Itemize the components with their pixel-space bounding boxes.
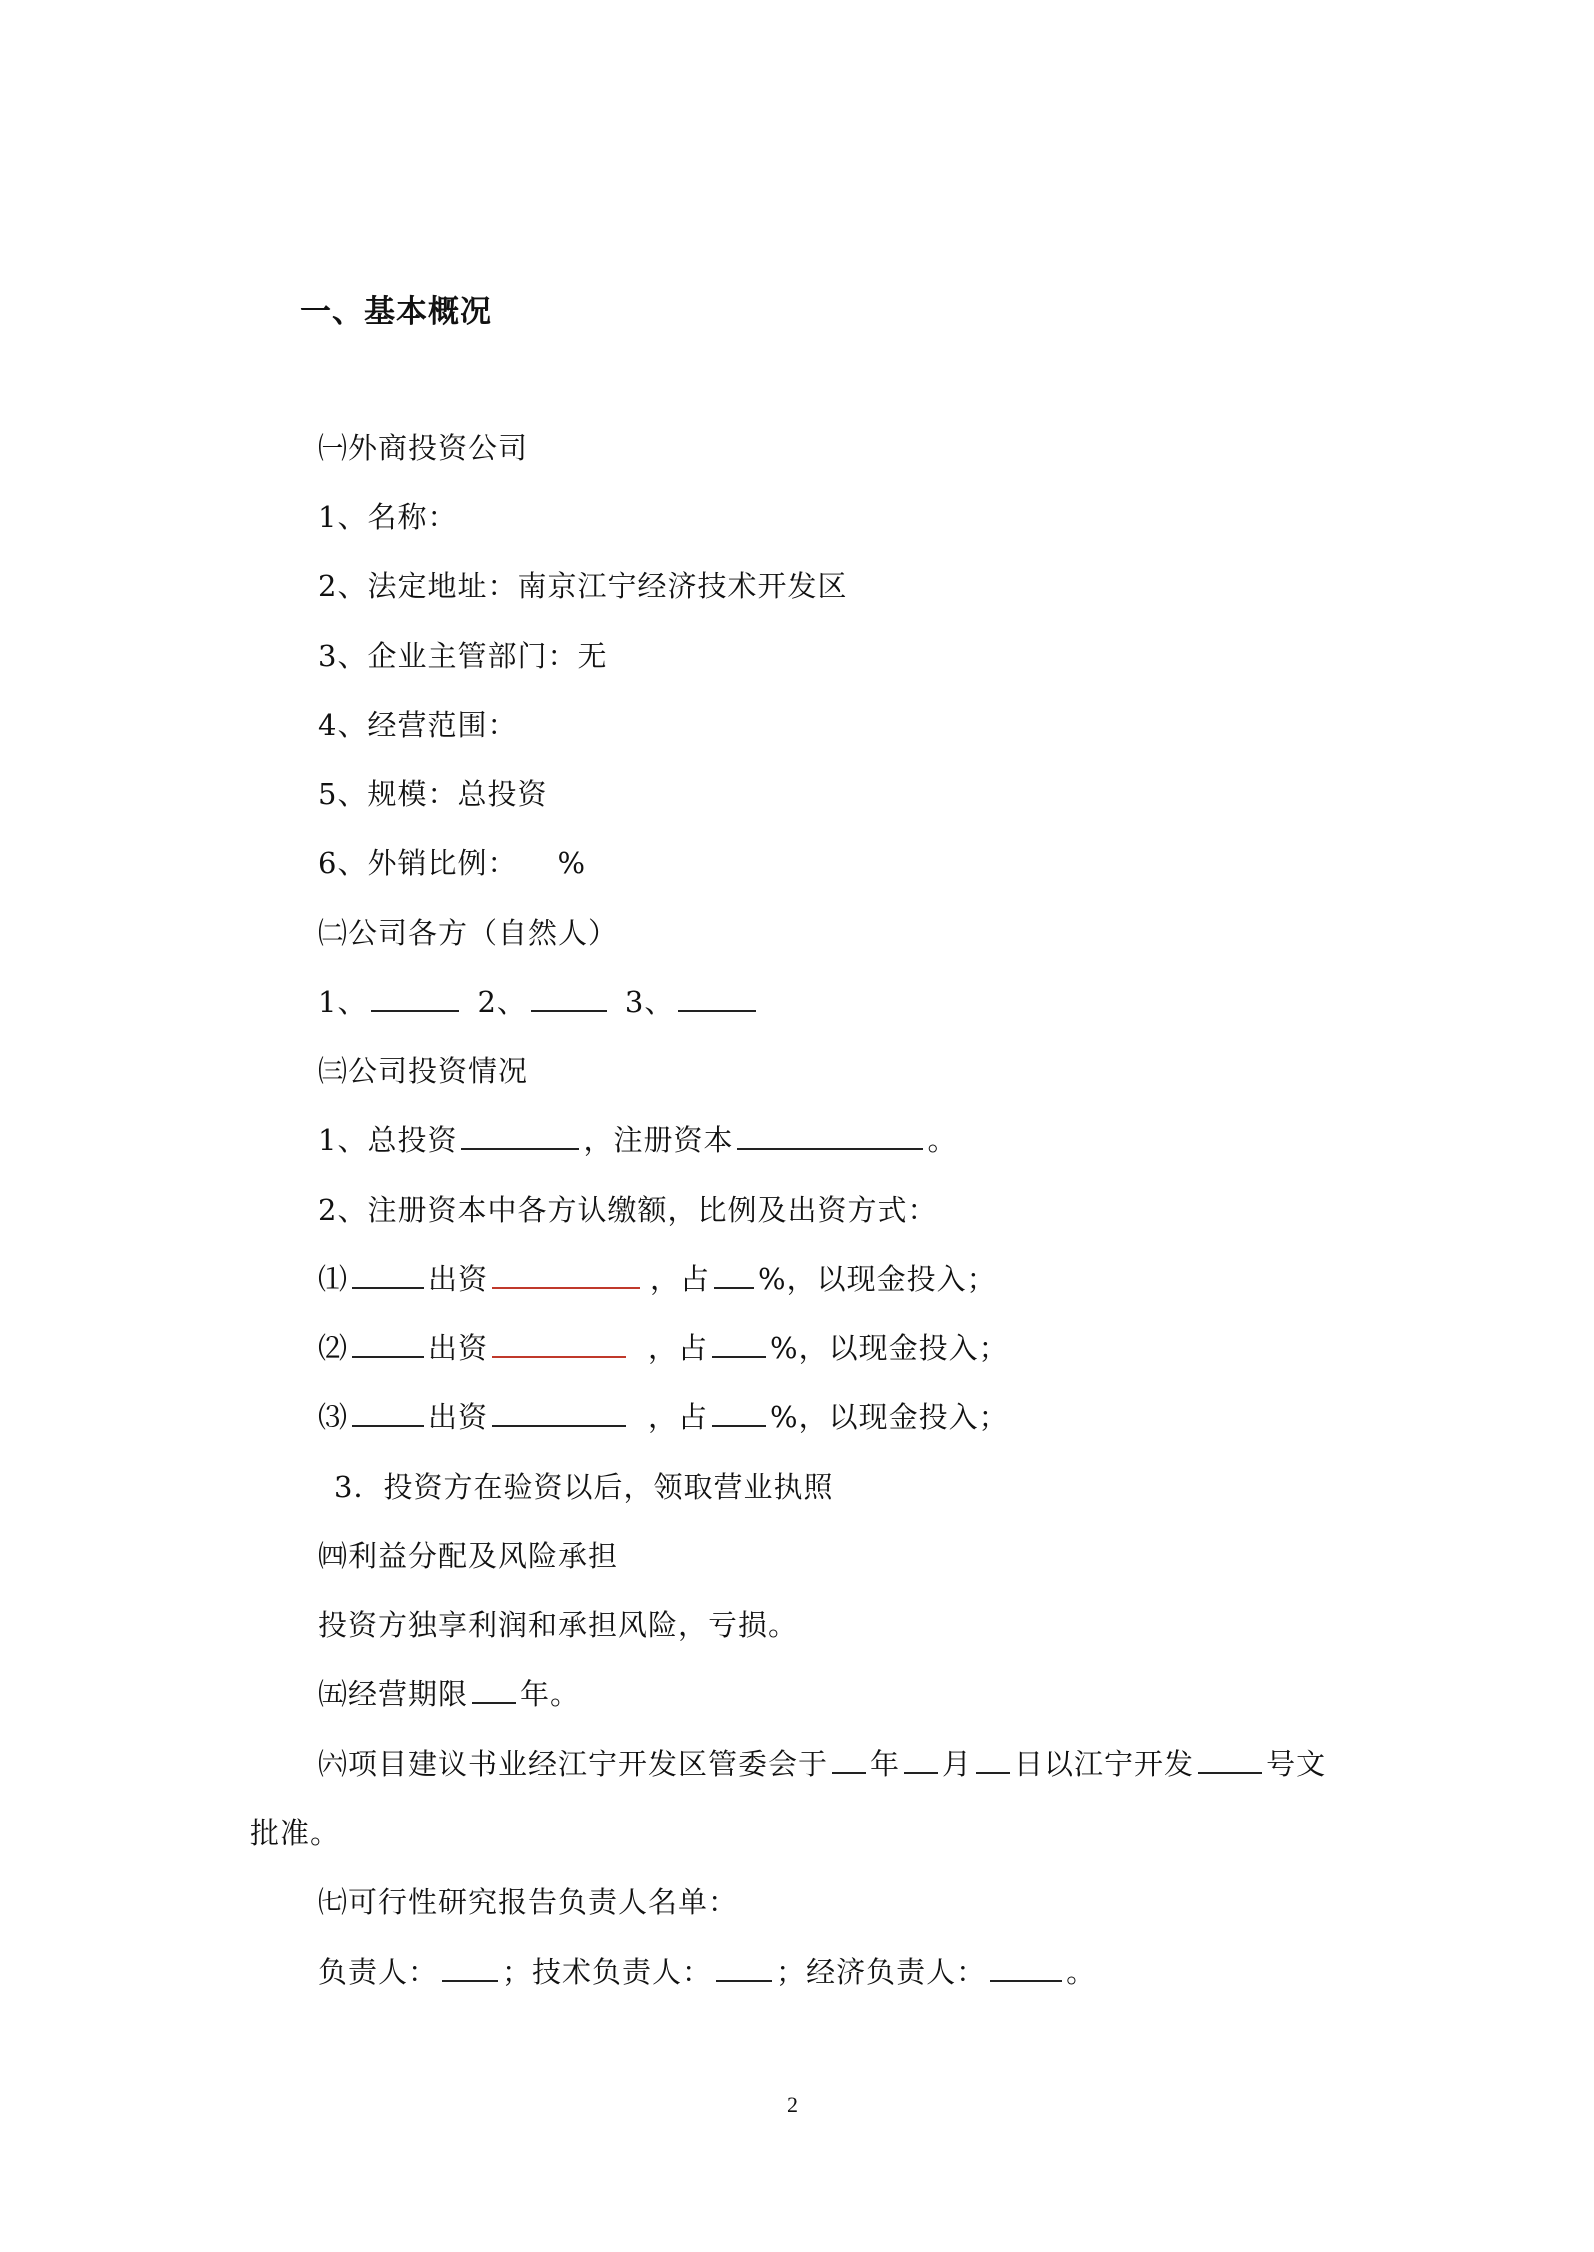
share-contribution-label: 出资 xyxy=(428,1400,489,1434)
party-3-label: 3、 xyxy=(624,985,675,1019)
approval-day-blank xyxy=(976,1744,1010,1774)
approval-end: 批准。 xyxy=(250,1816,341,1850)
registered-capital-label: ，注册资本 xyxy=(583,1123,734,1157)
share-percent-label: ，占 xyxy=(648,1400,709,1434)
share-amount-blank xyxy=(492,1259,640,1289)
share-method: %，以现金投入； xyxy=(770,1331,1009,1365)
share-percent-label: ，占 xyxy=(648,1331,709,1365)
share-party-blank xyxy=(352,1328,424,1358)
share-amount-blank xyxy=(492,1328,626,1358)
page-number: 2 xyxy=(787,2092,798,2117)
approval-line xyxy=(318,1744,1326,1784)
term-line xyxy=(318,1674,580,1714)
parties-line xyxy=(318,982,760,1022)
section-heading: 一、基本概况 xyxy=(300,294,492,330)
sub4-text: 投资方独享利润和承担风险，亏损。 xyxy=(318,1608,799,1642)
share-percent-blank xyxy=(712,1397,766,1427)
approval-day: 日以江宁开发 xyxy=(1014,1747,1195,1781)
tech-lead-label: 技术负责人： xyxy=(532,1955,713,1989)
share-percent-blank xyxy=(712,1328,766,1358)
share-row-number: ⑵ xyxy=(318,1331,349,1365)
investment-line xyxy=(318,1120,957,1160)
share-amount-blank xyxy=(492,1397,626,1427)
license-line: 3．投资方在验资以后，领取营业执照 xyxy=(334,1470,834,1504)
scale-line: 5、规模：总投资 xyxy=(318,777,548,811)
party-1-label: 1、 xyxy=(318,985,368,1019)
term-suffix: 年。 xyxy=(520,1677,581,1711)
lead-label: 负责人： xyxy=(318,1955,439,1989)
party-2-blank xyxy=(531,982,607,1012)
lead-sep: ； xyxy=(502,1955,533,1989)
registered-capital-blank xyxy=(737,1120,923,1150)
export-ratio-percent: % xyxy=(557,846,587,880)
approval-month-blank xyxy=(904,1744,938,1774)
share-contribution-label: 出资 xyxy=(428,1262,489,1296)
sub7-title: ㈦可行性研究报告负责人名单： xyxy=(318,1885,739,1919)
shares-intro-line: 2、注册资本中各方认缴额，比例及出资方式： xyxy=(318,1193,938,1227)
registered-capital-end: 。 xyxy=(927,1123,958,1157)
sub2-title: ㈡公司各方（自然人） xyxy=(318,916,619,950)
share-row xyxy=(318,1397,1009,1437)
approval-doc: 号文 xyxy=(1266,1747,1327,1781)
share-row xyxy=(318,1259,997,1299)
total-investment-blank xyxy=(461,1120,579,1150)
address-line: 2、法定地址：南京江宁经济技术开发区 xyxy=(318,569,848,603)
company-name-line: 1、名称： xyxy=(318,500,458,534)
share-row-number: ⑴ xyxy=(318,1262,349,1296)
share-party-blank xyxy=(352,1259,424,1289)
party-2-label: 2、 xyxy=(477,985,527,1019)
sub4-title: ㈣利益分配及风险承担 xyxy=(318,1539,619,1573)
responsible-line xyxy=(318,1952,1096,1992)
term-years-blank xyxy=(472,1674,516,1704)
export-ratio-label: 6、外销比例： xyxy=(318,846,518,880)
approval-year-blank xyxy=(832,1744,866,1774)
sub1-title: ㈠外商投资公司 xyxy=(318,431,529,465)
party-1-blank xyxy=(371,982,459,1012)
authority-line: 3、企业主管部门：无 xyxy=(318,639,608,673)
econ-lead-blank xyxy=(990,1952,1062,1982)
total-investment-label: 1、总投资 xyxy=(318,1123,458,1157)
share-percent-blank xyxy=(714,1259,754,1289)
party-3-blank xyxy=(678,982,756,1012)
share-method: %，以现金投入； xyxy=(758,1262,997,1296)
term-label: ㈤经营期限 xyxy=(318,1677,469,1711)
tech-lead-blank xyxy=(716,1952,772,1982)
share-row xyxy=(318,1328,1009,1368)
approval-year: 年 xyxy=(870,1747,901,1781)
share-percent-label: ，占 xyxy=(650,1262,711,1296)
share-row-number: ⑶ xyxy=(318,1400,349,1434)
lead-blank xyxy=(442,1952,498,1982)
sub3-title: ㈢公司投资情况 xyxy=(318,1054,529,1088)
scope-line: 4、经营范围： xyxy=(318,708,518,742)
tech-sep: ； xyxy=(776,1955,807,1989)
econ-lead-label: 经济负责人： xyxy=(806,1955,987,1989)
approval-month: 月 xyxy=(942,1747,973,1781)
export-ratio-line xyxy=(318,843,586,883)
approval-label: ㈥项目建议书业经江宁开发区管委会于 xyxy=(318,1747,829,1781)
responsible-end: 。 xyxy=(1066,1955,1097,1989)
approval-doc-blank xyxy=(1198,1744,1262,1774)
share-method: %，以现金投入； xyxy=(770,1400,1009,1434)
share-party-blank xyxy=(352,1397,424,1427)
share-contribution-label: 出资 xyxy=(428,1331,489,1365)
